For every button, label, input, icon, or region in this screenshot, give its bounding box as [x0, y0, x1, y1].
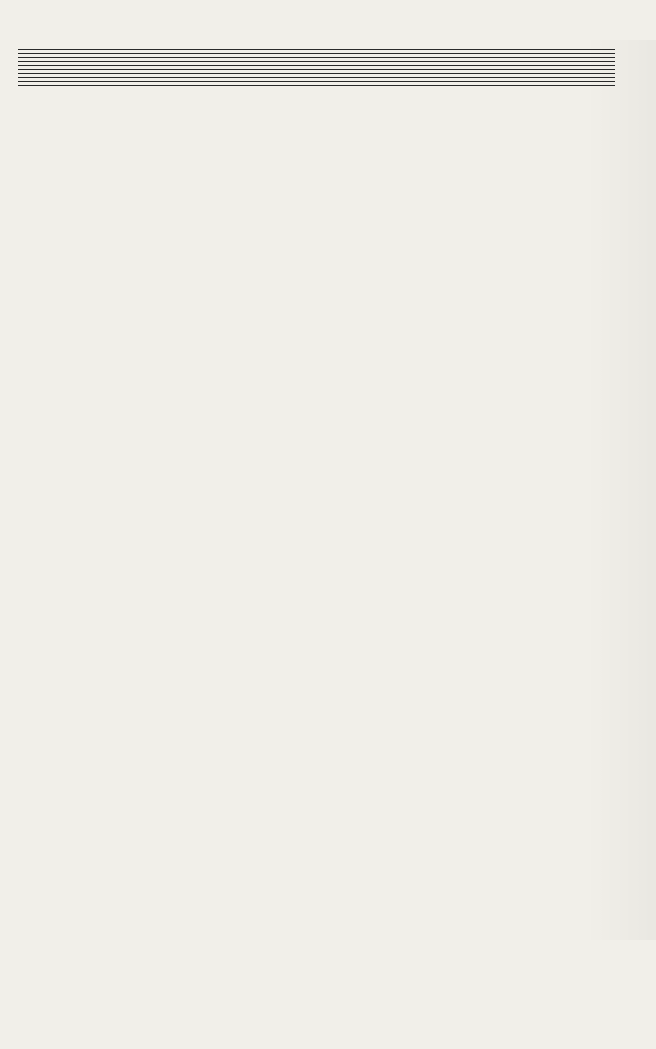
bleed-through-shadow	[586, 40, 656, 940]
questionnaire-answers-part2	[18, 46, 615, 86]
archive-source-reference	[18, 36, 615, 46]
document-page	[18, 36, 615, 86]
answer-20	[18, 82, 615, 86]
